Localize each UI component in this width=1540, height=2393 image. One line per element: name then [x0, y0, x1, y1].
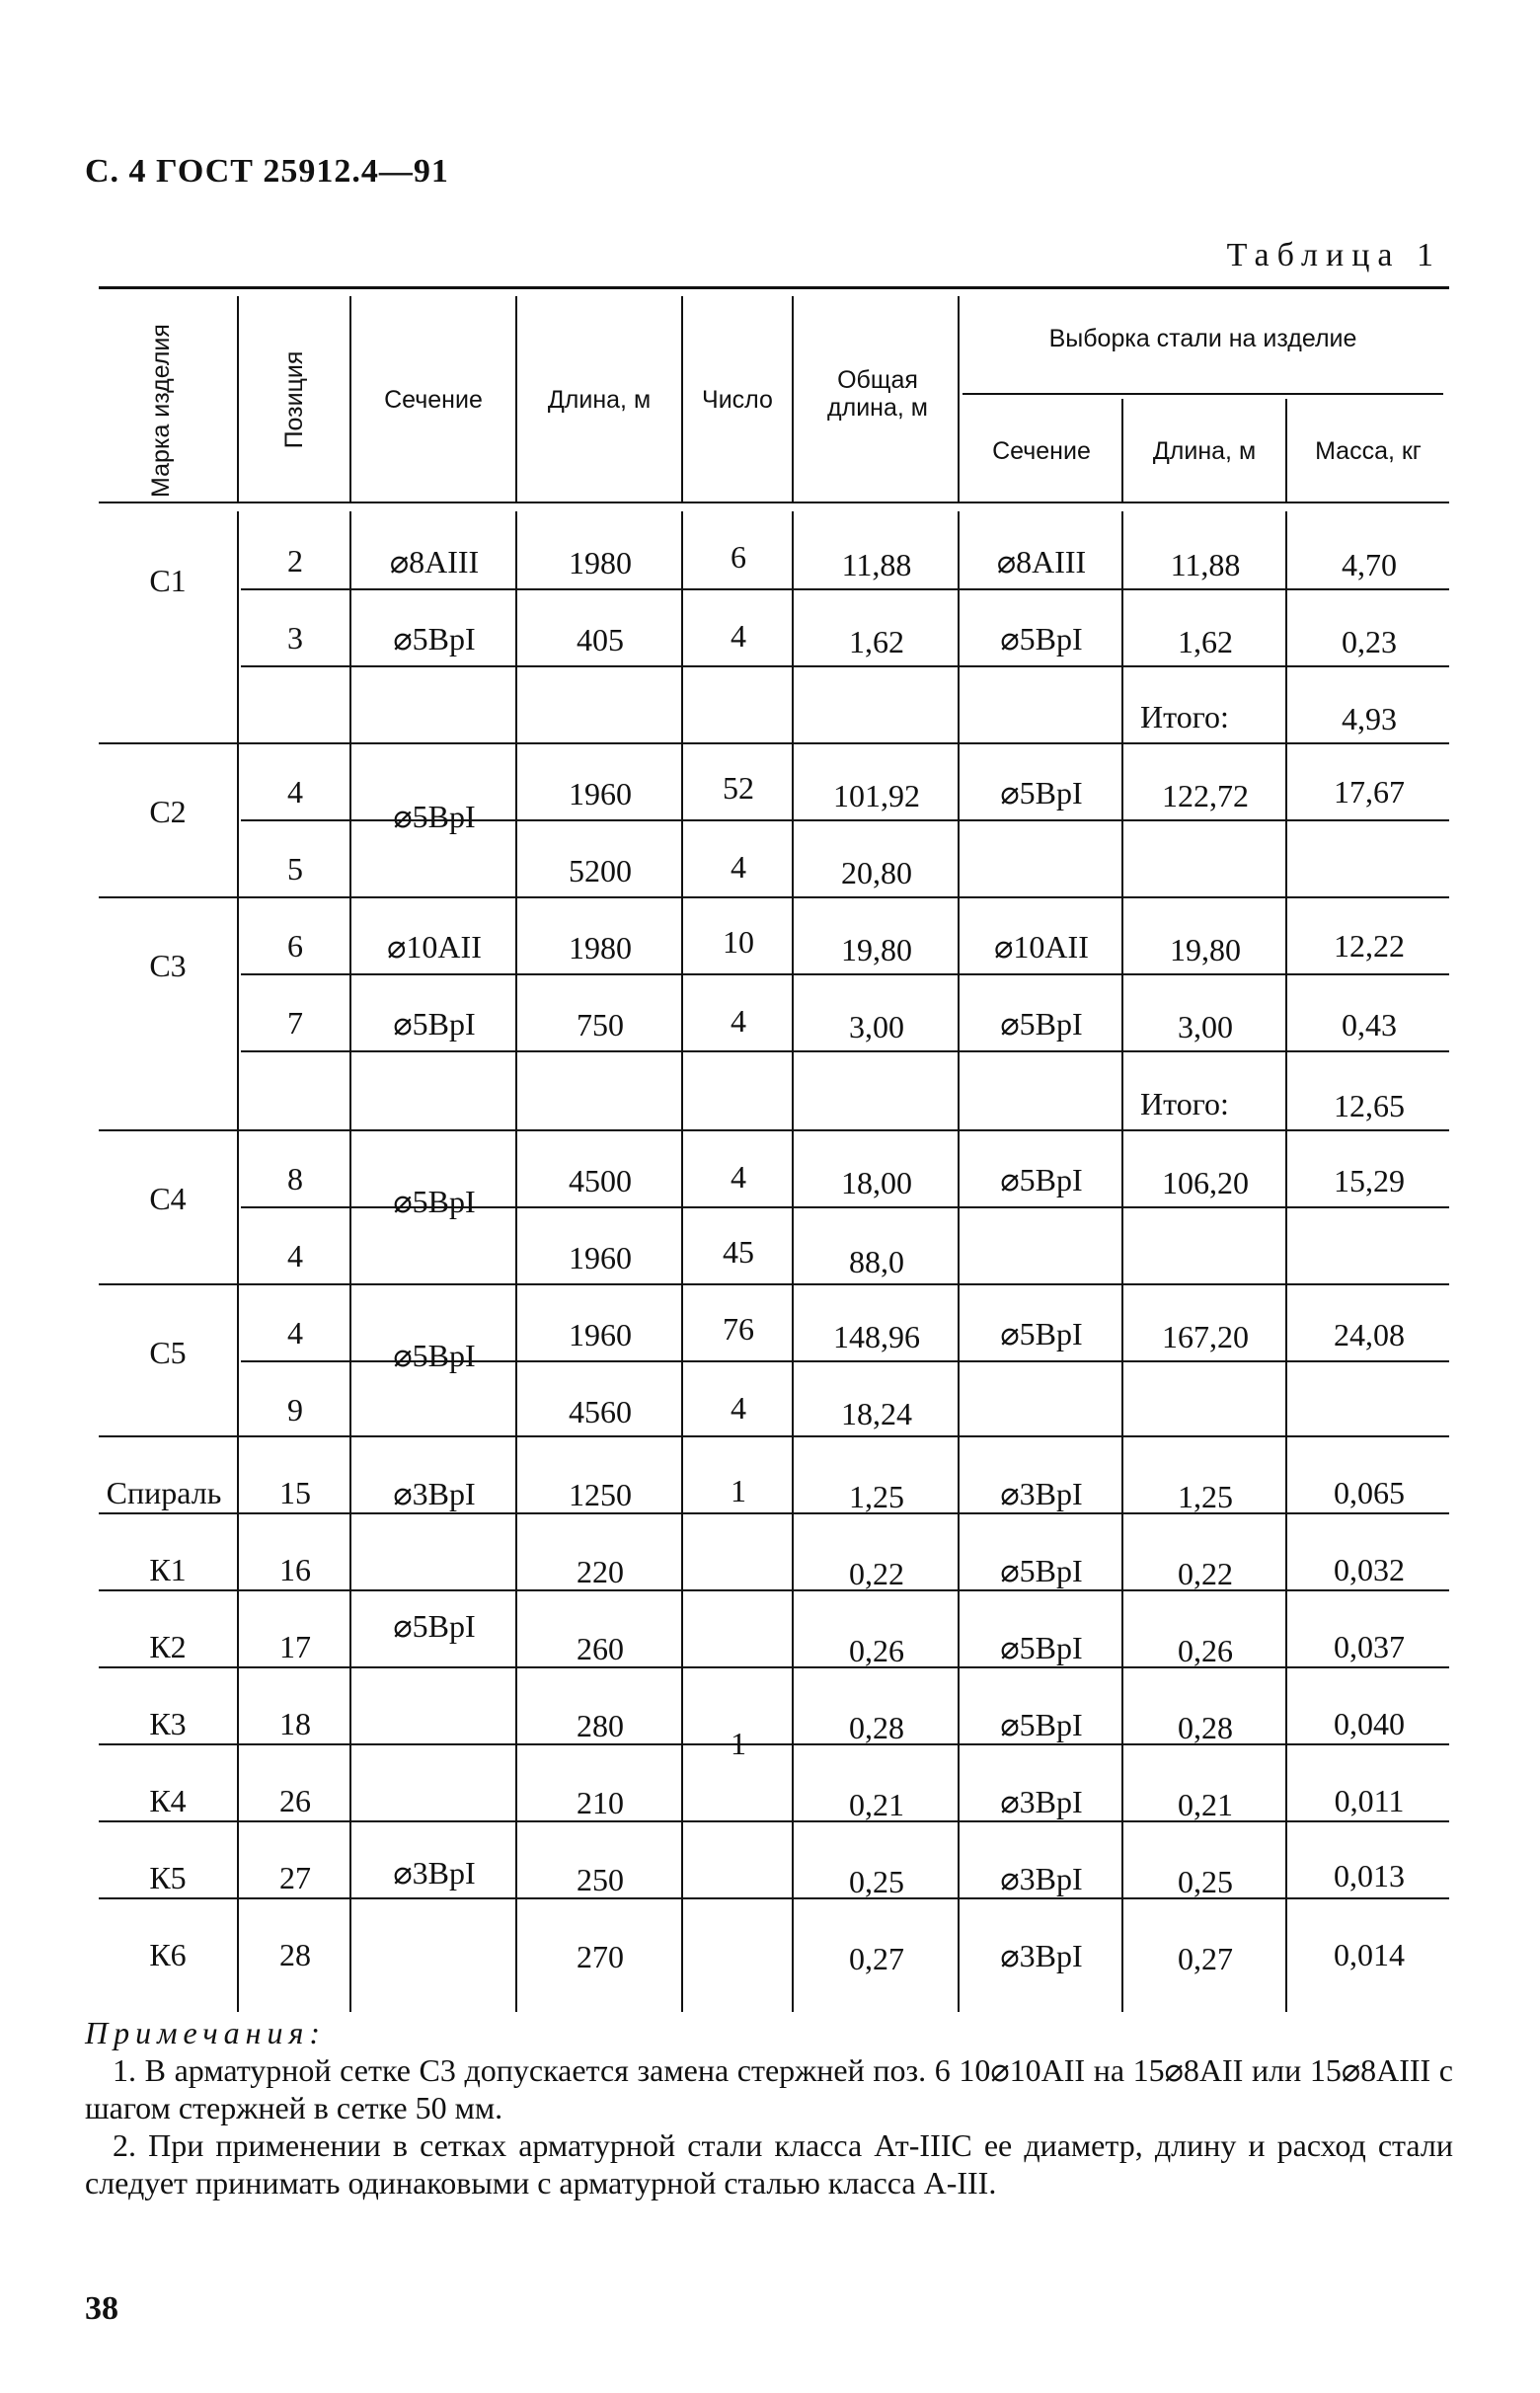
- sel-length-cell: 3,00: [1178, 1009, 1233, 1044]
- note-item: 1. В арматурной сетке С3 допускается замена стержней поз. 6 10⌀10AII на 15⌀8AII или 15⌀8AIII с шагом стержней в сетке 50 мм.: [85, 2052, 1453, 2125]
- note-item: 2. При применении в сетках арматурной стали класса Ат-IIIС ее диаметр, длину и расход стали следует принимать одинаковыми с арматурной сталью класса А-III.: [85, 2127, 1453, 2200]
- column-divider: [515, 511, 517, 2012]
- row-rule: [241, 588, 1449, 590]
- section-cell: ⌀5BpI: [393, 1338, 476, 1373]
- header-bottom-rule: [99, 502, 1449, 503]
- selection-group-rule: [962, 393, 1443, 395]
- length-cell: 210: [577, 1785, 624, 1820]
- position-cell: 7: [287, 1005, 303, 1041]
- sel-length-cell: 0,26: [1178, 1633, 1233, 1668]
- column-divider: [958, 511, 960, 2012]
- mass-cell: 15,29: [1334, 1163, 1405, 1198]
- total-length-cell: 19,80: [841, 932, 912, 967]
- count-cell: 4: [731, 618, 746, 654]
- position-cell: 15: [279, 1475, 311, 1510]
- mass-cell: 4,70: [1342, 547, 1397, 582]
- length-cell: 280: [577, 1708, 624, 1743]
- length-cell: 1980: [569, 545, 632, 580]
- group-rule: [99, 742, 1449, 744]
- position-cell: 4: [287, 774, 303, 810]
- totals-label: Итого:: [1140, 1086, 1229, 1121]
- notes-title: Примечания:: [85, 2015, 326, 2050]
- position-cell: 18: [279, 1706, 311, 1741]
- length-cell: 250: [577, 1862, 624, 1897]
- mass-cell: 0,23: [1342, 624, 1397, 659]
- header-position: Позиция: [280, 350, 308, 449]
- column-divider: [681, 511, 683, 2012]
- sel-section-cell: ⌀5BpI: [1000, 1553, 1083, 1588]
- position-cell: 17: [279, 1629, 311, 1664]
- total-length-cell: 0,27: [849, 1941, 904, 1976]
- position-cell: 4: [287, 1315, 303, 1351]
- header-count: Число: [702, 386, 773, 414]
- column-divider: [792, 511, 794, 2012]
- mark-cell: Спираль: [106, 1475, 222, 1510]
- sel-length-cell: 1,25: [1178, 1479, 1233, 1514]
- count-cell: 76: [723, 1311, 754, 1347]
- mass-cell: 0,014: [1334, 1937, 1405, 1972]
- sel-section-cell: ⌀3BpI: [1000, 1938, 1083, 1973]
- position-cell: 26: [279, 1783, 311, 1818]
- mass-cell: 0,013: [1334, 1858, 1405, 1893]
- position-cell: 8: [287, 1161, 303, 1196]
- length-cell: 1960: [569, 1240, 632, 1275]
- sel-length-cell: 167,20: [1162, 1319, 1249, 1354]
- section-cell: ⌀5BpI: [393, 1006, 476, 1042]
- total-length-cell: 88,0: [849, 1244, 904, 1279]
- section-cell: ⌀8AIII: [389, 544, 480, 579]
- length-cell: 270: [577, 1939, 624, 1974]
- mark-cell: К1: [149, 1552, 187, 1587]
- sel-section-cell: ⌀5BpI: [1000, 1316, 1083, 1351]
- length-cell: 4500: [569, 1163, 632, 1198]
- sel-section-cell: ⌀5BpI: [1000, 1162, 1083, 1197]
- section-cell: ⌀5BpI: [393, 799, 476, 834]
- sel-section-cell: ⌀10AII: [994, 929, 1089, 965]
- mark-cell: К3: [149, 1706, 187, 1741]
- mass-cell: 24,08: [1334, 1317, 1405, 1352]
- count-cell: 4: [731, 1003, 746, 1039]
- length-cell: 1960: [569, 1317, 632, 1352]
- header-divider: [792, 296, 794, 502]
- position-cell: 4: [287, 1238, 303, 1274]
- total-length-cell: 11,88: [841, 547, 912, 582]
- length-cell: 1250: [569, 1477, 632, 1512]
- mass-cell: 12,22: [1334, 928, 1405, 964]
- length-cell: 1960: [569, 776, 632, 811]
- sel-section-cell: ⌀5BpI: [1000, 1630, 1083, 1665]
- total-length-cell: 0,21: [849, 1787, 904, 1822]
- sel-length-cell: 106,20: [1162, 1165, 1249, 1200]
- total-length-cell: 101,92: [833, 778, 920, 813]
- total-length-cell: 1,62: [849, 624, 904, 659]
- group-rule: [99, 896, 1449, 898]
- sel-length-cell: 0,25: [1178, 1864, 1233, 1899]
- count-cell: 6: [731, 539, 746, 575]
- count-cell: 4: [731, 1390, 746, 1426]
- sel-length-cell: 1,62: [1178, 624, 1233, 659]
- mark-cell: С2: [149, 794, 187, 829]
- sel-section-cell: ⌀8AIII: [996, 544, 1087, 579]
- mass-cell: 17,67: [1334, 774, 1405, 810]
- sel-length-cell: 0,28: [1178, 1710, 1233, 1745]
- sel-section-cell: ⌀3BpI: [1000, 1861, 1083, 1896]
- mark-cell: С4: [149, 1181, 187, 1216]
- column-divider: [349, 511, 351, 2012]
- count-cell: 1: [731, 1473, 746, 1508]
- section-cell: ⌀5BpI: [393, 621, 476, 656]
- header-mark: Марка изделия: [147, 324, 175, 498]
- position-cell: 6: [287, 928, 303, 964]
- length-cell: 260: [577, 1631, 624, 1666]
- count-cell: 1: [731, 1726, 746, 1761]
- total-length-cell: 20,80: [841, 855, 912, 890]
- position-cell: 3: [287, 620, 303, 656]
- group-rule: [99, 1283, 1449, 1285]
- total-length-cell: 18,24: [841, 1396, 912, 1431]
- row-rule: [241, 1050, 1449, 1052]
- page-number: 38: [85, 2290, 118, 2327]
- group-rule: [99, 1129, 1449, 1131]
- mass-cell: 0,037: [1334, 1629, 1405, 1664]
- running-title: С. 4 ГОСТ 25912.4—91: [85, 153, 449, 190]
- section-cell: ⌀10AII: [387, 929, 482, 965]
- total-length-cell: 18,00: [841, 1165, 912, 1200]
- header-section: Сечение: [384, 386, 483, 414]
- sel-length-cell: 0,22: [1178, 1556, 1233, 1591]
- total-length-cell: 0,22: [849, 1556, 904, 1591]
- sel-section-cell: ⌀3BpI: [1000, 1476, 1083, 1511]
- header-sel-length: Длина, м: [1152, 437, 1257, 465]
- notes-block: [85, 2014, 1453, 2201]
- count-cell: 45: [723, 1234, 754, 1270]
- count-cell: 4: [731, 1159, 746, 1195]
- length-cell: 5200: [569, 853, 632, 888]
- count-cell: 4: [731, 849, 746, 885]
- header-divider: [958, 296, 960, 502]
- section-cell: ⌀5BpI: [393, 1608, 476, 1644]
- mass-cell: 0,43: [1342, 1007, 1397, 1042]
- section-cell: ⌀3BpI: [393, 1476, 476, 1511]
- section-cell: ⌀5BpI: [393, 1184, 476, 1219]
- column-divider: [1121, 511, 1123, 2012]
- mass-cell: 4,93: [1342, 701, 1397, 736]
- sel-section-cell: ⌀5BpI: [1000, 1006, 1083, 1042]
- position-cell: 16: [279, 1552, 311, 1587]
- mark-cell: К2: [149, 1629, 187, 1664]
- position-cell: 5: [287, 851, 303, 887]
- total-length-cell: 3,00: [849, 1009, 904, 1044]
- total-length-cell: 0,25: [849, 1864, 904, 1899]
- column-divider: [1285, 511, 1287, 2012]
- mark-cell: К6: [149, 1937, 187, 1972]
- length-cell: 4560: [569, 1394, 632, 1429]
- sel-length-cell: 0,27: [1178, 1941, 1233, 1976]
- length-cell: 750: [577, 1007, 624, 1042]
- header-sel-section: Сечение: [992, 437, 1091, 465]
- count-cell: 10: [723, 924, 754, 960]
- mass-cell: 12,65: [1334, 1088, 1405, 1123]
- mark-cell: К5: [149, 1860, 187, 1895]
- row-rule: [241, 973, 1449, 975]
- row-rule: [241, 665, 1449, 667]
- totals-label: Итого:: [1140, 699, 1229, 734]
- sel-length-cell: 11,88: [1170, 547, 1241, 582]
- sel-length-cell: 0,21: [1178, 1787, 1233, 1822]
- sel-length-cell: 122,72: [1162, 778, 1249, 813]
- position-cell: 27: [279, 1860, 311, 1895]
- sel-section-cell: ⌀3BpI: [1000, 1784, 1083, 1819]
- total-length-cell: 0,26: [849, 1633, 904, 1668]
- group-rule: [99, 1435, 1449, 1437]
- header-divider: [237, 296, 239, 502]
- sel-length-cell: 19,80: [1170, 932, 1241, 967]
- length-cell: 220: [577, 1554, 624, 1589]
- sel-section-cell: ⌀5BpI: [1000, 621, 1083, 656]
- table-caption: Таблица 1: [1226, 237, 1441, 273]
- position-cell: 28: [279, 1937, 311, 1972]
- mark-cell: С5: [149, 1335, 187, 1370]
- length-cell: 405: [577, 622, 624, 657]
- mark-cell: С1: [149, 563, 187, 598]
- total-length-cell: 0,28: [849, 1710, 904, 1745]
- section-cell: ⌀3BpI: [393, 1855, 476, 1891]
- column-divider: [237, 511, 239, 2012]
- total-length-cell: 148,96: [833, 1319, 920, 1354]
- position-cell: 9: [287, 1392, 303, 1428]
- mass-cell: 0,040: [1334, 1706, 1405, 1741]
- table-top-rule: [99, 286, 1449, 289]
- length-cell: 1980: [569, 930, 632, 965]
- header-selection-group: Выборка стали на изделие: [1048, 325, 1357, 352]
- mass-cell: 0,032: [1334, 1552, 1405, 1587]
- header-total-length: Общая длина, м: [827, 366, 928, 422]
- mass-cell: 0,011: [1334, 1783, 1405, 1818]
- mark-cell: К4: [149, 1783, 187, 1818]
- count-cell: 52: [723, 770, 754, 806]
- sel-section-cell: ⌀5BpI: [1000, 1707, 1083, 1742]
- sel-section-cell: ⌀5BpI: [1000, 775, 1083, 811]
- total-length-cell: 1,25: [849, 1479, 904, 1514]
- mark-cell: С3: [149, 948, 187, 983]
- mass-cell: 0,065: [1334, 1475, 1405, 1510]
- header-sel-mass: Масса, кг: [1315, 437, 1422, 465]
- header-length: Длина, м: [547, 386, 652, 414]
- position-cell: 2: [287, 543, 303, 579]
